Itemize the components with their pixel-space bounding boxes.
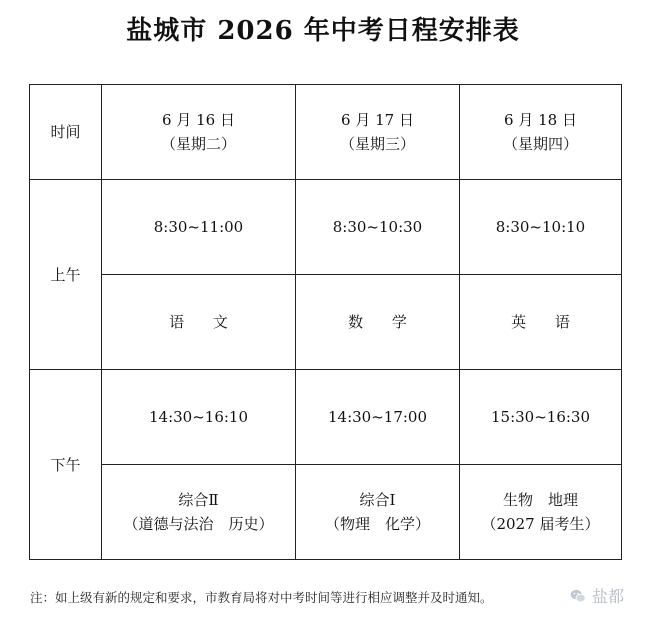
day-header-cell	[296, 85, 460, 180]
exam-time: 14:30~17:00	[327, 408, 428, 426]
subject-name: 综合Ⅱ	[178, 491, 219, 509]
subject-detail: （物理 化学）	[324, 515, 430, 533]
day-date: 6 月 16 日	[162, 111, 235, 129]
watermark	[570, 584, 624, 607]
day-date: 6 月 17 日	[341, 111, 414, 129]
afternoon-label: 下午	[50, 455, 81, 474]
wechat-icon	[570, 588, 586, 604]
subject-name: 英 语	[511, 313, 582, 331]
subject-detail: （2027 届考生）	[481, 515, 600, 533]
exam-time-cell	[460, 370, 622, 465]
footnote: 注：如上级有新的规定和要求，市教育局将对中考时间等进行相应调整并及时通知。	[30, 590, 493, 605]
morning-label-cell	[30, 180, 102, 370]
day-weekday: （星期四）	[502, 135, 578, 153]
subject-cell	[102, 465, 296, 560]
subject-name: 综合Ⅰ	[359, 491, 396, 509]
exam-time: 8:30~10:10	[495, 218, 586, 236]
day-date: 6 月 18 日	[504, 111, 577, 129]
afternoon-subject-row	[30, 465, 622, 560]
subject-detail: （道德与法治 历史）	[123, 515, 274, 533]
subject-cell	[296, 275, 460, 370]
subject-cell	[460, 275, 622, 370]
day-weekday: （星期二）	[160, 135, 236, 153]
exam-time-cell	[296, 180, 460, 275]
morning-subject-row	[30, 275, 622, 370]
exam-time: 15:30~16:30	[490, 408, 591, 426]
subject-cell	[296, 465, 460, 560]
subject-name: 生物 地理	[502, 491, 578, 509]
afternoon-time-row	[30, 370, 622, 465]
exam-time-cell	[102, 180, 296, 275]
exam-time-cell	[296, 370, 460, 465]
watermark-text: 盐都	[591, 587, 624, 606]
time-header-cell	[30, 85, 102, 180]
exam-time: 8:30~11:00	[153, 218, 244, 236]
subject-name: 数 学	[348, 313, 419, 331]
exam-time: 14:30~16:10	[148, 408, 249, 426]
schedule-table	[29, 84, 622, 560]
day-weekday: （星期三）	[339, 135, 415, 153]
page-title: 盐城市 2026 年中考日程安排表	[126, 16, 520, 46]
morning-time-row	[30, 180, 622, 275]
exam-time-cell	[460, 180, 622, 275]
morning-label: 上午	[50, 265, 81, 284]
time-header-label: 时间	[50, 123, 81, 141]
header-row	[30, 85, 622, 180]
subject-cell	[102, 275, 296, 370]
subject-cell	[460, 465, 622, 560]
exam-time-cell	[102, 370, 296, 465]
afternoon-label-cell	[30, 370, 102, 560]
day-header-cell	[102, 85, 296, 180]
subject-name: 语 文	[169, 313, 240, 331]
exam-time: 8:30~10:30	[332, 218, 423, 236]
day-header-cell	[460, 85, 622, 180]
